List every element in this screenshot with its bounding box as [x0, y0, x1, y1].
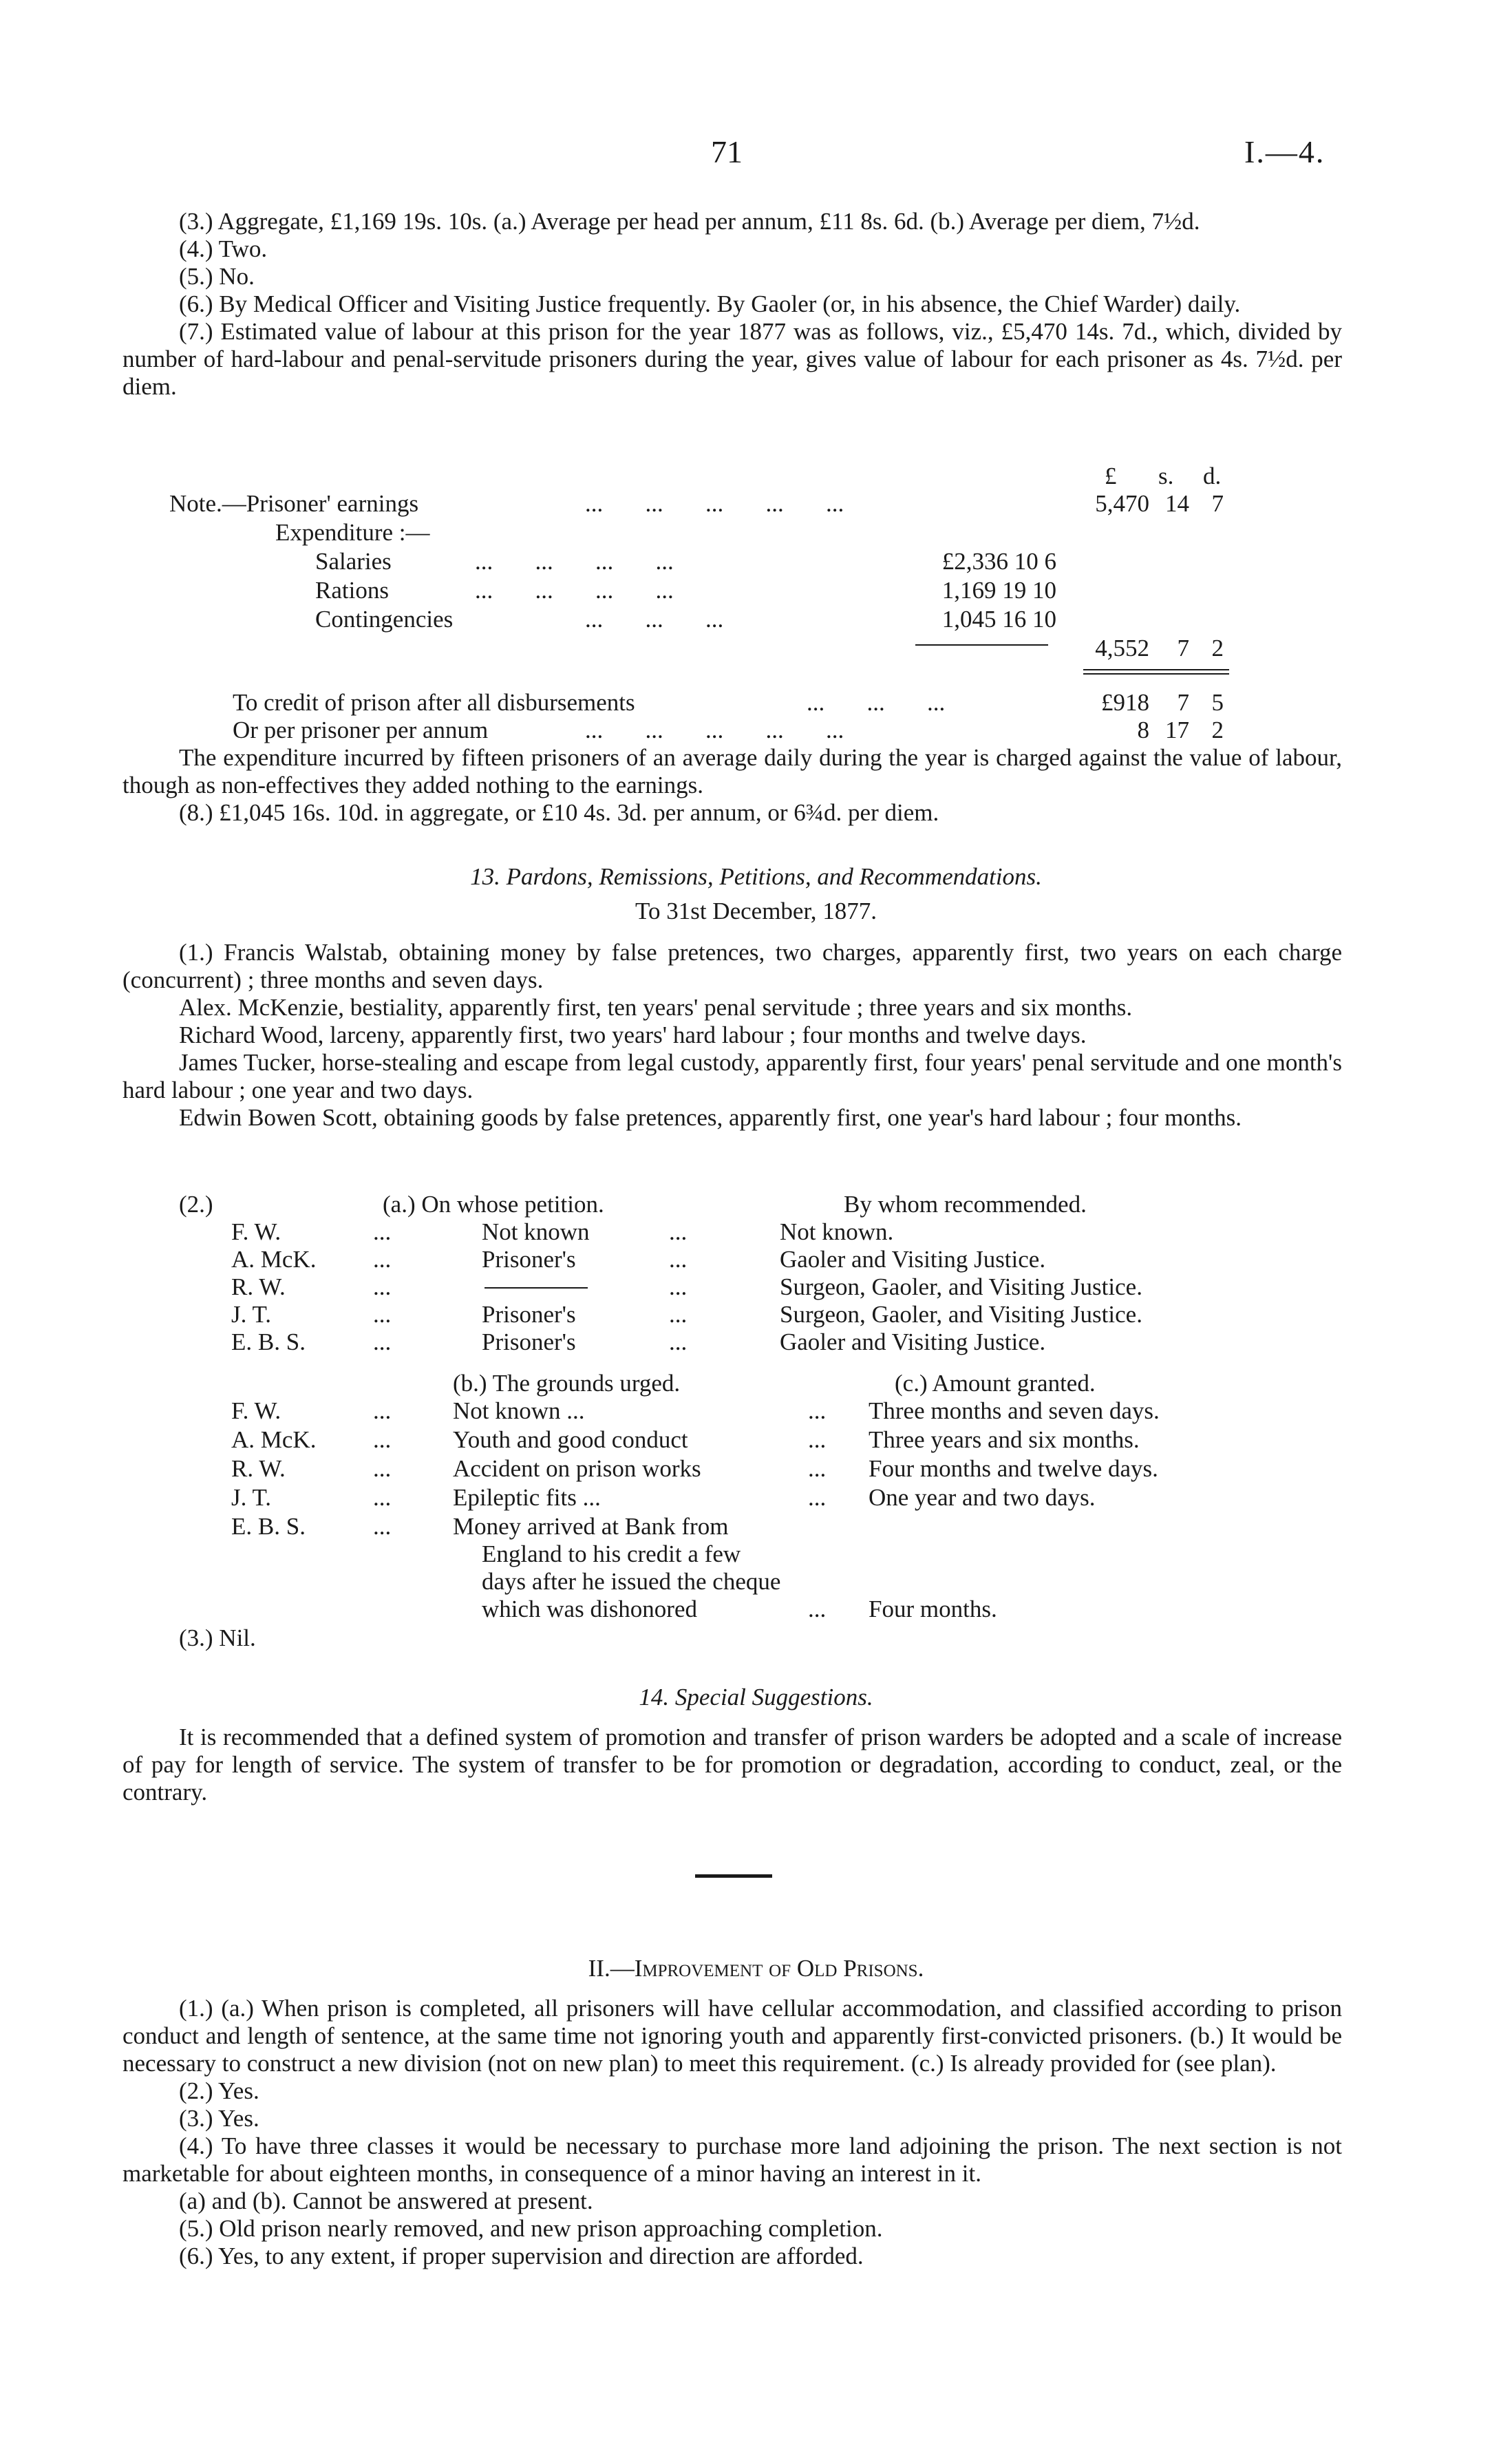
dots: ...	[808, 1426, 827, 1453]
improvement-4ab: (a) and (b). Cannot be answered at present.	[179, 2188, 593, 2214]
row-initials: R. W.	[231, 1273, 286, 1300]
answers-block-top	[123, 208, 1342, 401]
table-label: (2.)	[179, 1191, 213, 1218]
row-amount: Four months.	[869, 1596, 997, 1622]
row-recommended: Surgeon, Gaoler, and Visiting Justice.	[780, 1301, 1142, 1328]
improvement-1: (1.) (a.) When prison is completed, all prisoners will have cellular accommodation, and classified according to prison conduct and length of sentence, at the same time not ignoring youth and apparently first-convicted prisoners. (b.) It would be necessary to construct a new division (not on new plan) to meet this requirement. (c.) Is already provided for (see plan).	[123, 1995, 1342, 2077]
total-rule-top	[1083, 669, 1229, 670]
item-salaries-label: Salaries	[315, 548, 392, 575]
col-head-pounds: £	[1105, 463, 1117, 489]
dots: ...	[808, 1484, 827, 1511]
leader-dots: ... ... ... ...	[475, 577, 674, 604]
leader-dots: ... ... ... ... ...	[585, 717, 844, 743]
leader-dots: ... ... ...	[807, 689, 946, 716]
answer-3-nil: (3.) Nil.	[179, 1624, 256, 1651]
item-contingencies-label: Contingencies	[315, 606, 454, 633]
case-mckenzie: Alex. McKenzie, bestiality, apparently first, ten years' penal servitude ; three years and six months.	[179, 994, 1133, 1021]
leader-dots: ... ... ... ... ...	[585, 490, 844, 517]
row-amount: Three months and seven days.	[869, 1397, 1160, 1424]
earnings-pence: 7	[1211, 490, 1224, 517]
row-grounds-line: which was dishonored	[482, 1596, 698, 1622]
per-prisoner-pence: 2	[1211, 717, 1224, 743]
case-tucker: James Tucker, horse-stealing and escape from legal custody, apparently first, four years' penal servitude and one month's hard labour ; one year and two days.	[123, 1049, 1342, 1103]
row-grounds-line: Money arrived at Bank from	[453, 1513, 729, 1540]
dots: ...	[373, 1426, 392, 1453]
improvement-2: (2.) Yes.	[179, 2077, 259, 2104]
credit-shillings: 7	[1177, 689, 1189, 716]
subtotal-pence: 2	[1211, 635, 1224, 661]
row-initials: F. W.	[231, 1218, 281, 1245]
earnings-shillings: 14	[1165, 490, 1189, 517]
row-petition: Prisoner's	[482, 1328, 576, 1355]
row-recommended: Surgeon, Gaoler, and Visiting Justice.	[780, 1273, 1142, 1300]
row-grounds: Not known ...	[453, 1397, 585, 1424]
leader-dots: ... ... ... ...	[475, 548, 674, 575]
dots: ...	[669, 1328, 688, 1355]
row-initials: R. W.	[231, 1455, 286, 1482]
row-recommended: Gaoler and Visiting Justice.	[780, 1246, 1046, 1273]
dots: ...	[373, 1301, 392, 1328]
credit-label: To credit of prison after all disbursements	[233, 689, 635, 716]
item-rations-amount: 1,169 19 10	[941, 577, 1056, 604]
dots: ...	[808, 1596, 827, 1622]
row-grounds: Accident on prison works	[453, 1455, 701, 1482]
earnings-pounds: 5,470	[1095, 490, 1149, 517]
section-14-title: 14. Special Suggestions.	[639, 1684, 873, 1710]
dots: ...	[669, 1218, 688, 1245]
section-13-date: To 31st December, 1877.	[635, 898, 877, 924]
row-recommended: Gaoler and Visiting Justice.	[780, 1328, 1046, 1355]
expenditure-label: Expenditure :—	[275, 519, 430, 546]
expenditure-note: The expenditure incurred by fifteen prisoners of an average daily during the year is charged against the value of labour, though as non-effectives they added nothing to the earnings.	[123, 744, 1342, 798]
col-head-shillings: s.	[1158, 463, 1174, 489]
row-initials: J. T.	[231, 1484, 272, 1511]
improvement-5: (5.) Old prison nearly removed, and new prison approaching completion.	[179, 2215, 883, 2242]
row-initials: F. W.	[231, 1397, 281, 1424]
head-amount: (c.) Amount granted.	[895, 1370, 1096, 1397]
answer-4: (4.) Two.	[179, 235, 268, 262]
dots: ...	[373, 1455, 392, 1482]
section-divider	[695, 1874, 772, 1878]
dots: ...	[669, 1273, 688, 1300]
row-petition: Prisoner's	[482, 1246, 576, 1273]
row-grounds: Youth and good conduct	[453, 1426, 688, 1453]
head-petition: (a.) On whose petition.	[383, 1191, 604, 1218]
case-scott: Edwin Bowen Scott, obtaining goods by false pretences, apparently first, one year's hard labour ; four months.	[179, 1104, 1242, 1131]
answer-8: (8.) £1,045 16s. 10d. in aggregate, or £10 4s. 3d. per annum, or 6¾d. per diem.	[179, 799, 939, 826]
section-13-title: 13. Pardons, Remissions, Petitions, and Recommendations.	[470, 863, 1042, 890]
item-salaries-amount: £2,336 10 6	[941, 548, 1056, 575]
page-number: 71	[711, 134, 743, 169]
dots: ...	[373, 1273, 392, 1300]
section-ii-answers	[123, 1995, 1342, 2270]
row-petition: Not known	[482, 1218, 590, 1245]
per-prisoner-shillings: 17	[1165, 717, 1189, 743]
section-14-text	[123, 1724, 1342, 1806]
dots: ...	[373, 1328, 392, 1355]
row-petition: Prisoner's	[482, 1301, 576, 1328]
blank-dash	[485, 1287, 588, 1289]
row-amount: Four months and twelve days.	[869, 1455, 1158, 1482]
per-prisoner-pounds: 8	[1137, 717, 1149, 743]
dots: ...	[373, 1397, 392, 1424]
head-recommended: By whom recommended.	[844, 1191, 1087, 1218]
case-walstab: (1.) Francis Walstab, obtaining money by false pretences, two charges, apparently first, two years on each charge (concurrent) ; three months and seven days.	[123, 939, 1342, 993]
dots: ...	[669, 1301, 688, 1328]
dots: ...	[808, 1455, 827, 1482]
head-grounds: (b.) The grounds urged.	[453, 1370, 681, 1397]
suggestion-text: It is recommended that a defined system of promotion and transfer of prison warders be adopted and a scale of increase of pay for length of service. The system of transfer to be for promotion or degradation, according to conduct, zeal, or the contrary.	[123, 1724, 1342, 1805]
earnings-label: Note.—Prisoner' earnings	[169, 490, 419, 517]
improvement-3: (3.) Yes.	[179, 2105, 259, 2132]
row-initials: E. B. S.	[231, 1513, 306, 1540]
case-wood: Richard Wood, larceny, apparently first, two years' hard labour ; four months and twelve days.	[179, 1021, 1087, 1048]
dots: ...	[373, 1218, 392, 1245]
subtotal-shillings: 7	[1177, 635, 1189, 661]
section-13-cases	[123, 939, 1342, 1132]
row-grounds-line: days after he issued the cheque	[482, 1568, 781, 1595]
per-prisoner-label: Or per prisoner per annum	[233, 717, 489, 743]
row-initials: A. McK.	[231, 1426, 317, 1453]
row-initials: A. McK.	[231, 1246, 317, 1273]
subtotal-rule	[915, 644, 1048, 646]
item-rations-label: Rations	[315, 577, 389, 604]
leader-dots: ... ... ...	[585, 606, 724, 633]
total-rule-bottom	[1083, 673, 1229, 675]
answer-5: (5.) No.	[179, 263, 255, 290]
answer-3: (3.) Aggregate, £1,169 19s. 10s. (a.) Average per head per annum, £11 8s. 6d. (b.) Average per diem, 7½d.	[179, 208, 1200, 235]
dots: ...	[808, 1397, 827, 1424]
dots: ...	[373, 1513, 392, 1540]
row-amount: Three years and six months.	[869, 1426, 1140, 1453]
col-head-pence: d.	[1203, 463, 1222, 489]
row-recommended: Not known.	[780, 1218, 894, 1245]
row-grounds: Epileptic fits ...	[453, 1484, 601, 1511]
row-initials: E. B. S.	[231, 1328, 306, 1355]
section-ii-title: II.—Improvement of Old Prisons.	[588, 1955, 924, 1982]
credit-pence: 5	[1211, 689, 1224, 716]
dots: ...	[373, 1484, 392, 1511]
document-reference: I.—4.	[1244, 134, 1325, 169]
row-initials: J. T.	[231, 1301, 272, 1328]
row-amount: One year and two days.	[869, 1484, 1096, 1511]
dots: ...	[669, 1246, 688, 1273]
row-grounds-line: England to his credit a few	[482, 1540, 741, 1567]
answers-block-mid	[123, 744, 1342, 827]
dots: ...	[373, 1246, 392, 1273]
answer-6: (6.) By Medical Officer and Visiting Justice frequently. By Gaoler (or, in his absence, the Chief Warder) daily.	[179, 290, 1241, 317]
credit-pounds: £918	[1101, 689, 1149, 716]
subtotal-pounds: 4,552	[1095, 635, 1149, 661]
improvement-6: (6.) Yes, to any extent, if proper supervision and direction are afforded.	[179, 2243, 864, 2269]
item-contingencies-amount: 1,045 16 10	[941, 606, 1056, 633]
answer-7: (7.) Estimated value of labour at this prison for the year 1877 was as follows, viz., £5,470 14s. 7d., which, divided by number of hard-labour and penal-servitude prisoners during the year, gives value of labour for each prisoner as 4s. 7½d. per diem.	[123, 318, 1342, 400]
improvement-4: (4.) To have three classes it would be necessary to purchase more land adjoining the prison. The next section is not marketable for about eighteen months, in consequence of a minor having an interest in it.	[123, 2132, 1342, 2187]
